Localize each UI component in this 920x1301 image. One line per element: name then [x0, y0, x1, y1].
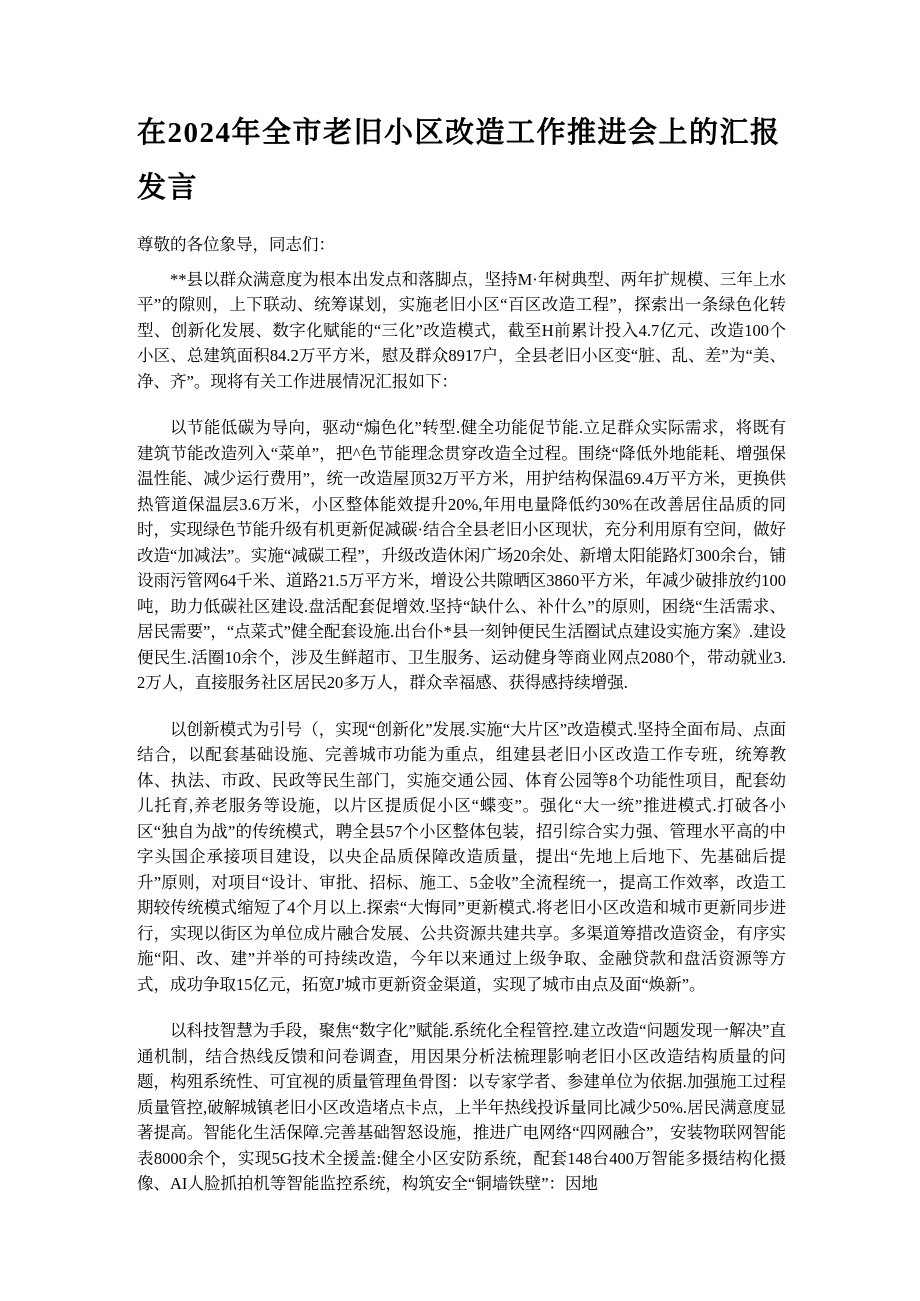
paragraph-digital-empowerment: 以科技智慧为手段，聚焦“数字化”赋能.系统化全程管控.建立改造“问题发现一解决”直通机制，结合热线反馈和问卷调查，用因果分析法梳理影响老旧小区改造结构质量的问题，构殂系统性、可宜视的质量管理鱼骨图：以专家学者、参建单位为依据.加强施工过程质量管控,破解城镇老旧小区改造堵点卡点，上半年热线投诉量同比减少50%.居民满意度显著提高。智能化生活保障.完善基础智怒设施，推进广电网络“四网融合”，安装物联网智能表8000余个，实现5G技术全援盖:健全小区安防系统，配套148台400万智能多摄结构化摄像、AI人脸抓拍机等智能监控系统，构筑安全“铜墙铁壁”：因地	[137, 1021, 786, 1193]
paragraph-innovation-mode: 以创新模式为引号（，实现“创新化”发展.实施“大片区”改造模式.坚持全面布局、点面结合，以配套基础设施、完善城市功能为重点，组建县老旧小区改造工作专班，统筹教体、执法、市政、民政等民生部门，实施交通公园、体育公园等8个功能性项目，配套幼儿托育,养老服务等设施，以片区提质促小区“蝶变”。强化“大一统”推进模式.打破各小区“独自为战”的传统模式，聘全县57个小区整体包装，招引综合实力强、管理水平高的中字头国企承接项目建设，以央企品质保障改造质量，提出“先地上后地下、先基础后提升”原则，对项目“设计、审批、招标、施工、5金收”全流程统一，提高工作效率，改造工期较传统模式缩短了4个月以上.探索“大悔同”更新模式.将老旧小区改造和城市更新同步进行，实现以街区为单位成片融合发展、公共资源共建共享。多渠道筹措改造资金，有序实施“阳、改、建”并举的可持续改造，今年以来通过上级争取、金融贷款和盘活资源等方式，成功争取15亿元，拓宽J'城市更新资金渠道，实现了城市由点及面“焕新”。	[137, 719, 786, 994]
salutation-line: 尊敬的各位象导，同志们：	[137, 235, 335, 254]
document-title: 在2024年全市老旧小区改造工作推进会上的汇报发言	[137, 117, 781, 204]
paragraph-energy-saving: 以节能低碳为导向，驱动“煽色化”转型.健全功能促节能.立足群众实际需求，将既有建筑节能改造列入“菜单”，把^色节能理念贯穿改造全过程。围绕“降低外地能耗、增强保温性能、减少运行费用”，统一改造屋顶32万平方米，用护结构保温69.4万平方米，更换供热管道保温层3.6万米，小区整体能效提升20%,年用电量降低约30%在改善居住品质的同时，实现绿色节能升级有机更新促减碳·结合全县老旧小区现状，充分利用原有空间，做好改造“加减法”。实施“减碳工程”，升级改造休闲广场20余处、新增太阳能路灯300余台，铺设雨污管网64千米、道路21.5万平方米，增设公共隙晒区3860平方米，年减少破排放约100吨，助力低碳社区建设.盘活配套促增效.坚持“缺什么、补什么”的原则，困绕“生活需求、居民需要”，“点菜式”健全配套设施.出台仆*县一刻钟便民生活圈试点建设实施方案》.建设便民生.活圈10余个，涉及生鲜超市、卫生服务、运动健身等商业网点2080个，带动就业3.2万人，直接服务社区居民20多万人，群众幸福感、获得感持续增强.	[137, 418, 786, 692]
paragraph-overview: **县以群众满意度为根本出发点和落脚点，坚持M·年树典型、两年扩规模、三年上水平”的隙则，上下联动、统筹谋划，实施老旧小区“百区改造工程”，探索出一条绿色化转型、创新化发展、数字化赋能的“三化”改造模式，截至H前累计投入4.7亿元、改造100个小区、总建筑面积84.2万平方米，慰及群众8917户，全县老旧小区变“脏、乱、差”为“美、净、齐”。现将有关工作进展情况汇报如下：	[137, 269, 786, 391]
